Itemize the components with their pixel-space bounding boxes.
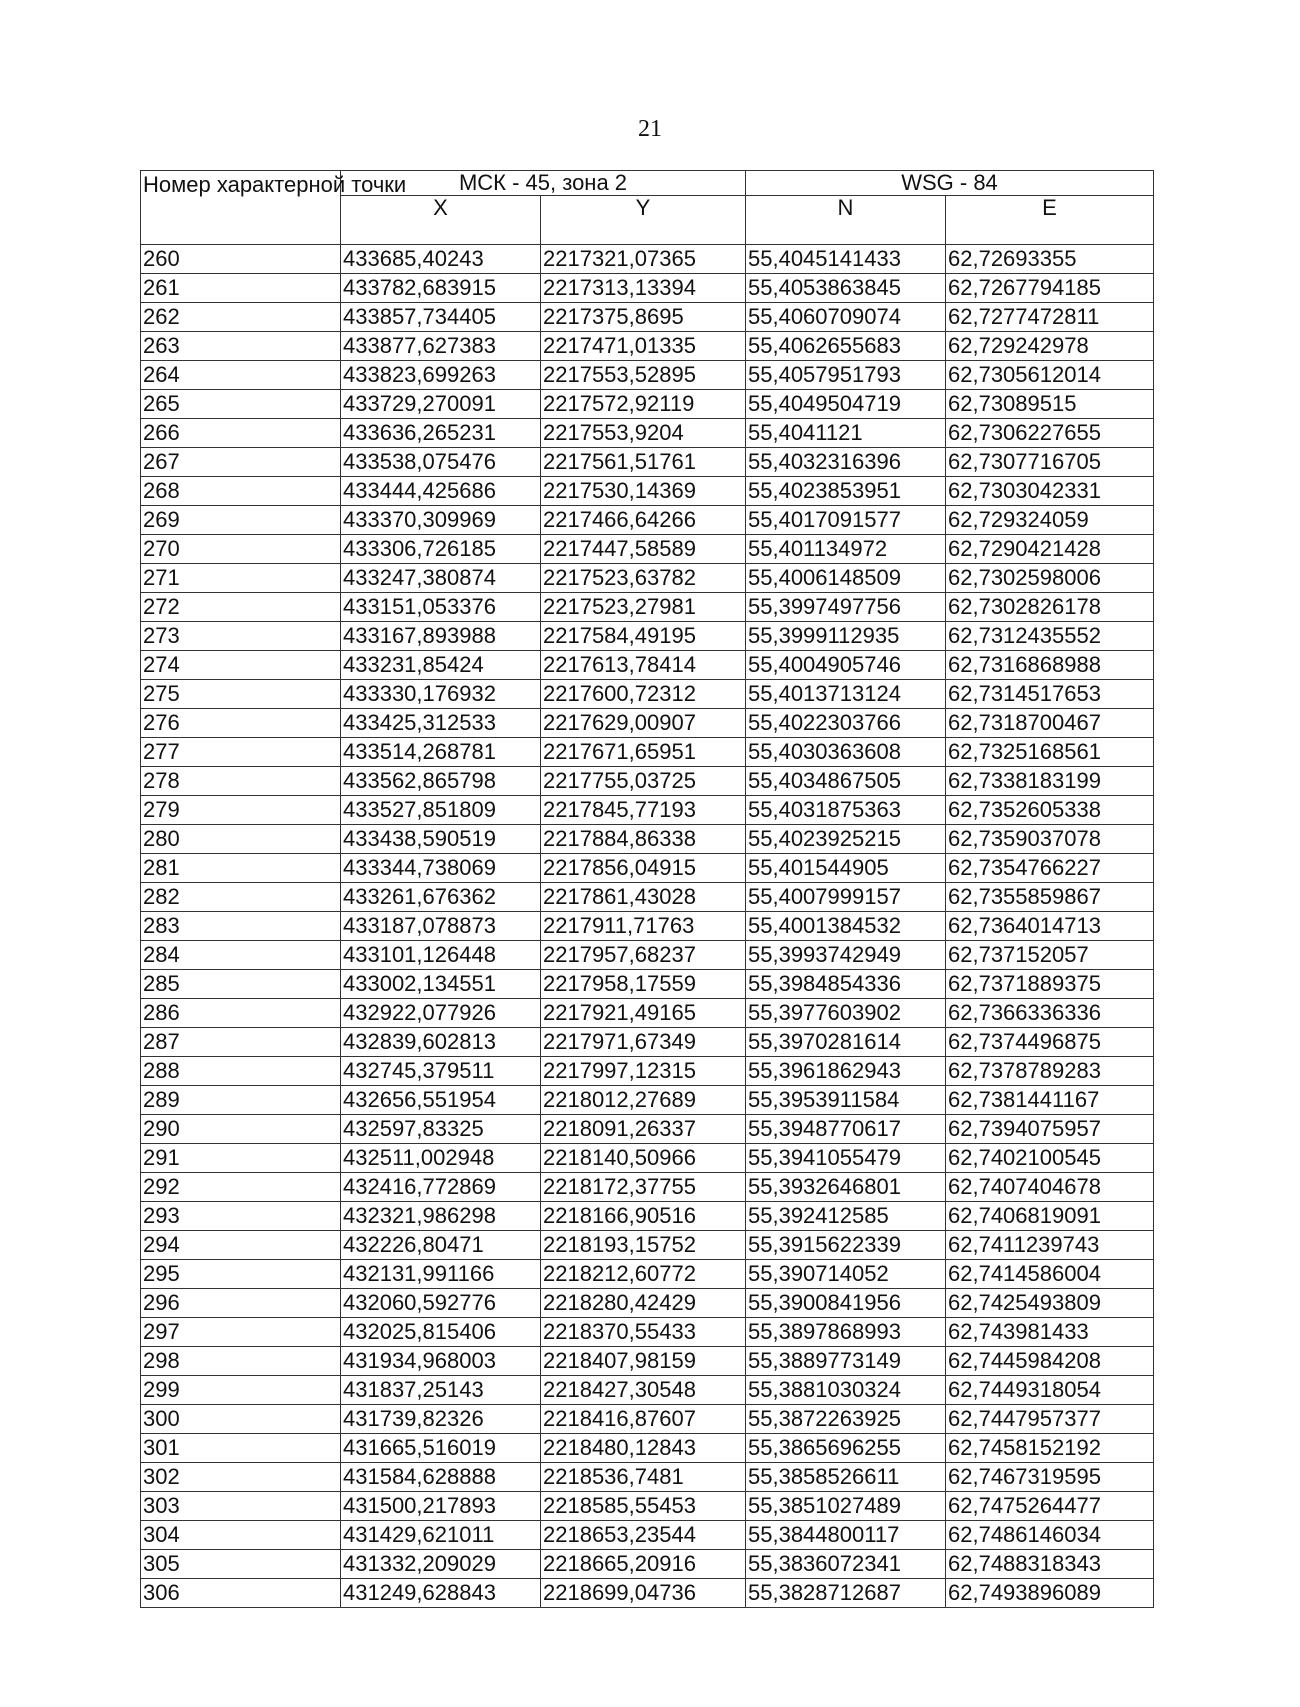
n-cell: 55,3889773149 <box>746 1347 946 1376</box>
e-cell: 62,7467319595 <box>946 1463 1154 1492</box>
y-cell: 2217321,07365 <box>541 245 746 274</box>
n-cell: 55,3872263925 <box>746 1405 946 1434</box>
x-cell: 433538,075476 <box>341 448 541 477</box>
n-cell: 55,4030363608 <box>746 738 946 767</box>
table-row <box>141 1289 1154 1318</box>
n-cell: 55,4006148509 <box>746 564 946 593</box>
point-number-cell: 298 <box>141 1347 341 1376</box>
e-cell: 62,7493896089 <box>946 1579 1154 1608</box>
point-number-cell: 293 <box>141 1202 341 1231</box>
e-cell: 62,7381441167 <box>946 1086 1154 1115</box>
e-cell: 62,7302826178 <box>946 593 1154 622</box>
y-cell: 2217572,92119 <box>541 390 746 419</box>
n-cell: 55,4001384532 <box>746 912 946 941</box>
point-number-cell: 294 <box>141 1231 341 1260</box>
x-cell: 431934,968003 <box>341 1347 541 1376</box>
table-row <box>141 970 1154 999</box>
table-row <box>141 506 1154 535</box>
n-cell: 55,3948770617 <box>746 1115 946 1144</box>
point-number-cell: 281 <box>141 854 341 883</box>
y-cell: 2218212,60772 <box>541 1260 746 1289</box>
e-cell: 62,7325168561 <box>946 738 1154 767</box>
point-number-cell: 269 <box>141 506 341 535</box>
y-cell: 2218370,55433 <box>541 1318 746 1347</box>
table-row <box>141 1057 1154 1086</box>
point-number-cell: 297 <box>141 1318 341 1347</box>
x-cell: 433425,312533 <box>341 709 541 738</box>
point-number-cell: 276 <box>141 709 341 738</box>
n-cell: 55,4017091577 <box>746 506 946 535</box>
e-cell: 62,7406819091 <box>946 1202 1154 1231</box>
y-cell: 2218280,42429 <box>541 1289 746 1318</box>
e-cell: 62,737152057 <box>946 941 1154 970</box>
e-cell: 62,7411239743 <box>946 1231 1154 1260</box>
n-cell: 55,3858526611 <box>746 1463 946 1492</box>
y-cell: 2217671,65951 <box>541 738 746 767</box>
y-cell: 2218407,98159 <box>541 1347 746 1376</box>
table-row <box>141 651 1154 680</box>
point-number-cell: 272 <box>141 593 341 622</box>
table-row <box>141 1434 1154 1463</box>
e-cell: 62,7312435552 <box>946 622 1154 651</box>
e-cell: 62,7338183199 <box>946 767 1154 796</box>
point-number-cell: 267 <box>141 448 341 477</box>
y-cell: 2218012,27689 <box>541 1086 746 1115</box>
table-row <box>141 883 1154 912</box>
x-cell: 432025,815406 <box>341 1318 541 1347</box>
table-row <box>141 274 1154 303</box>
y-cell: 2218585,55453 <box>541 1492 746 1521</box>
x-cell: 433231,85424 <box>341 651 541 680</box>
y-cell: 2218653,23544 <box>541 1521 746 1550</box>
x-cell: 432226,80471 <box>341 1231 541 1260</box>
table-row <box>141 448 1154 477</box>
table-row <box>141 477 1154 506</box>
point-number-cell: 268 <box>141 477 341 506</box>
n-cell: 55,401544905 <box>746 854 946 883</box>
table-row <box>141 912 1154 941</box>
point-number-cell: 264 <box>141 361 341 390</box>
n-cell: 55,3900841956 <box>746 1289 946 1318</box>
e-cell: 62,72693355 <box>946 245 1154 274</box>
point-number-cell: 291 <box>141 1144 341 1173</box>
x-cell: 433438,590519 <box>341 825 541 854</box>
n-cell: 55,3881030324 <box>746 1376 946 1405</box>
x-cell: 433101,126448 <box>341 941 541 970</box>
n-cell: 55,3897868993 <box>746 1318 946 1347</box>
e-cell: 62,7316868988 <box>946 651 1154 680</box>
wsg-84-header: WSG - 84 <box>746 171 1154 196</box>
table-row <box>141 1115 1154 1144</box>
table-row <box>141 622 1154 651</box>
table-row <box>141 1579 1154 1608</box>
n-cell: 55,4049504719 <box>746 390 946 419</box>
table-row <box>141 1318 1154 1347</box>
y-cell: 2217957,68237 <box>541 941 746 970</box>
table-row <box>141 941 1154 970</box>
n-cell: 55,4031875363 <box>746 796 946 825</box>
n-cell: 55,3836072341 <box>746 1550 946 1579</box>
y-cell: 2217856,04915 <box>541 854 746 883</box>
n-cell: 55,3915622339 <box>746 1231 946 1260</box>
point-number-cell: 290 <box>141 1115 341 1144</box>
table-row <box>141 767 1154 796</box>
y-cell: 2217600,72312 <box>541 680 746 709</box>
table-row <box>141 1202 1154 1231</box>
table-row <box>141 1376 1154 1405</box>
n-cell: 55,4057951793 <box>746 361 946 390</box>
n-cell: 55,4013713124 <box>746 680 946 709</box>
e-cell: 62,7290421428 <box>946 535 1154 564</box>
point-number-cell: 270 <box>141 535 341 564</box>
y-cell: 2217553,52895 <box>541 361 746 390</box>
table-row <box>141 564 1154 593</box>
x-cell: 432060,592776 <box>341 1289 541 1318</box>
point-number-cell: 306 <box>141 1579 341 1608</box>
point-number-header: Номер характерной точки <box>141 171 341 245</box>
e-cell: 62,7394075957 <box>946 1115 1154 1144</box>
n-cell: 55,4053863845 <box>746 274 946 303</box>
x-cell: 432839,602813 <box>341 1028 541 1057</box>
y-cell: 2217911,71763 <box>541 912 746 941</box>
table-row <box>141 1144 1154 1173</box>
y-cell: 2217629,00907 <box>541 709 746 738</box>
point-number-cell: 277 <box>141 738 341 767</box>
e-cell: 62,7407404678 <box>946 1173 1154 1202</box>
e-cell: 62,7303042331 <box>946 477 1154 506</box>
x-cell: 432922,077926 <box>341 999 541 1028</box>
y-cell: 2217613,78414 <box>541 651 746 680</box>
point-number-cell: 263 <box>141 332 341 361</box>
n-cell: 55,3953911584 <box>746 1086 946 1115</box>
e-cell: 62,7306227655 <box>946 419 1154 448</box>
point-number-cell: 305 <box>141 1550 341 1579</box>
x-cell: 431429,621011 <box>341 1521 541 1550</box>
table-row <box>141 1463 1154 1492</box>
point-number-cell: 282 <box>141 883 341 912</box>
n-cell: 55,4045141433 <box>746 245 946 274</box>
y-cell: 2217921,49165 <box>541 999 746 1028</box>
point-number-cell: 279 <box>141 796 341 825</box>
x-cell: 433877,627383 <box>341 332 541 361</box>
x-cell: 432321,986298 <box>341 1202 541 1231</box>
e-cell: 62,7374496875 <box>946 1028 1154 1057</box>
x-cell: 433857,734405 <box>341 303 541 332</box>
e-cell: 62,7352605338 <box>946 796 1154 825</box>
x-cell: 433167,893988 <box>341 622 541 651</box>
y-cell: 2217561,51761 <box>541 448 746 477</box>
point-number-cell: 261 <box>141 274 341 303</box>
n-cell: 55,3828712687 <box>746 1579 946 1608</box>
point-number-cell: 303 <box>141 1492 341 1521</box>
table-row <box>141 796 1154 825</box>
e-cell: 62,7488318343 <box>946 1550 1154 1579</box>
x-cell: 433514,268781 <box>341 738 541 767</box>
n-cell: 55,4023925215 <box>746 825 946 854</box>
x-cell: 433151,053376 <box>341 593 541 622</box>
e-cell: 62,743981433 <box>946 1318 1154 1347</box>
x-cell: 433306,726185 <box>341 535 541 564</box>
x-cell: 433330,176932 <box>341 680 541 709</box>
y-cell: 2217375,8695 <box>541 303 746 332</box>
point-number-cell: 274 <box>141 651 341 680</box>
x-cell: 433685,40243 <box>341 245 541 274</box>
y-cell: 2217997,12315 <box>541 1057 746 1086</box>
n-cell: 55,4062655683 <box>746 332 946 361</box>
table-row <box>141 1405 1154 1434</box>
e-cell: 62,7314517653 <box>946 680 1154 709</box>
column-header-e: E <box>946 196 1154 245</box>
e-cell: 62,7366336336 <box>946 999 1154 1028</box>
table-row <box>141 535 1154 564</box>
column-header-x: X <box>341 196 541 245</box>
e-cell: 62,7449318054 <box>946 1376 1154 1405</box>
n-cell: 55,4034867505 <box>746 767 946 796</box>
n-cell: 55,4032316396 <box>746 448 946 477</box>
e-cell: 62,7425493809 <box>946 1289 1154 1318</box>
table-row <box>141 1521 1154 1550</box>
point-number-cell: 265 <box>141 390 341 419</box>
x-cell: 433562,865798 <box>341 767 541 796</box>
x-cell: 431584,628888 <box>341 1463 541 1492</box>
x-cell: 433782,683915 <box>341 274 541 303</box>
table-row <box>141 680 1154 709</box>
point-number-cell: 299 <box>141 1376 341 1405</box>
x-cell: 432597,83325 <box>341 1115 541 1144</box>
n-cell: 55,401134972 <box>746 535 946 564</box>
x-cell: 433261,676362 <box>341 883 541 912</box>
table-row <box>141 1550 1154 1579</box>
e-cell: 62,7354766227 <box>946 854 1154 883</box>
n-cell: 55,4007999157 <box>746 883 946 912</box>
y-cell: 2218480,12843 <box>541 1434 746 1463</box>
e-cell: 62,73089515 <box>946 390 1154 419</box>
e-cell: 62,7486146034 <box>946 1521 1154 1550</box>
table-row <box>141 390 1154 419</box>
y-cell: 2217584,49195 <box>541 622 746 651</box>
n-cell: 55,3844800117 <box>746 1521 946 1550</box>
n-cell: 55,3865696255 <box>746 1434 946 1463</box>
x-cell: 431665,516019 <box>341 1434 541 1463</box>
y-cell: 2217447,58589 <box>541 535 746 564</box>
point-number-cell: 302 <box>141 1463 341 1492</box>
table-row <box>141 419 1154 448</box>
y-cell: 2217845,77193 <box>541 796 746 825</box>
e-cell: 62,7307716705 <box>946 448 1154 477</box>
point-number-cell: 260 <box>141 245 341 274</box>
y-cell: 2218193,15752 <box>541 1231 746 1260</box>
point-number-cell: 283 <box>141 912 341 941</box>
y-cell: 2218166,90516 <box>541 1202 746 1231</box>
table-row <box>141 1086 1154 1115</box>
point-number-cell: 286 <box>141 999 341 1028</box>
e-cell: 62,729324059 <box>946 506 1154 535</box>
point-number-cell: 289 <box>141 1086 341 1115</box>
column-header-n: N <box>746 196 946 245</box>
e-cell: 62,7318700467 <box>946 709 1154 738</box>
n-cell: 55,3961862943 <box>746 1057 946 1086</box>
point-number-cell: 275 <box>141 680 341 709</box>
point-number-cell: 288 <box>141 1057 341 1086</box>
y-cell: 2217466,64266 <box>541 506 746 535</box>
y-cell: 2217884,86338 <box>541 825 746 854</box>
table-row <box>141 332 1154 361</box>
x-cell: 432131,991166 <box>341 1260 541 1289</box>
n-cell: 55,3997497756 <box>746 593 946 622</box>
y-cell: 2218416,87607 <box>541 1405 746 1434</box>
table-row <box>141 1028 1154 1057</box>
x-cell: 433002,134551 <box>341 970 541 999</box>
x-cell: 431332,209029 <box>341 1550 541 1579</box>
e-cell: 62,7445984208 <box>946 1347 1154 1376</box>
point-number-cell: 284 <box>141 941 341 970</box>
e-cell: 62,7267794185 <box>946 274 1154 303</box>
y-cell: 2218665,20916 <box>541 1550 746 1579</box>
point-number-cell: 266 <box>141 419 341 448</box>
table-row <box>141 1347 1154 1376</box>
x-cell: 432745,379511 <box>341 1057 541 1086</box>
point-number-cell: 273 <box>141 622 341 651</box>
x-cell: 431500,217893 <box>341 1492 541 1521</box>
point-number-cell: 296 <box>141 1289 341 1318</box>
x-cell: 431739,82326 <box>341 1405 541 1434</box>
y-cell: 2218699,04736 <box>541 1579 746 1608</box>
n-cell: 55,3984854336 <box>746 970 946 999</box>
n-cell: 55,392412585 <box>746 1202 946 1231</box>
x-cell: 433729,270091 <box>341 390 541 419</box>
point-number-cell: 280 <box>141 825 341 854</box>
coordinates-table <box>140 170 1154 1608</box>
n-cell: 55,3970281614 <box>746 1028 946 1057</box>
n-cell: 55,3941055479 <box>746 1144 946 1173</box>
x-cell: 432416,772869 <box>341 1173 541 1202</box>
n-cell: 55,4060709074 <box>746 303 946 332</box>
e-cell: 62,7277472811 <box>946 303 1154 332</box>
e-cell: 62,7458152192 <box>946 1434 1154 1463</box>
y-cell: 2217971,67349 <box>541 1028 746 1057</box>
y-cell: 2217553,9204 <box>541 419 746 448</box>
table-row <box>141 1231 1154 1260</box>
table-body <box>141 245 1154 1608</box>
y-cell: 2217861,43028 <box>541 883 746 912</box>
y-cell: 2217530,14369 <box>541 477 746 506</box>
page-number: 21 <box>638 116 662 142</box>
e-cell: 62,7378789283 <box>946 1057 1154 1086</box>
point-number-cell: 300 <box>141 1405 341 1434</box>
x-cell: 433444,425686 <box>341 477 541 506</box>
e-cell: 62,7414586004 <box>946 1260 1154 1289</box>
table-header <box>141 171 1154 245</box>
x-cell: 432511,002948 <box>341 1144 541 1173</box>
table-row <box>141 245 1154 274</box>
point-number-cell: 285 <box>141 970 341 999</box>
table-row <box>141 738 1154 767</box>
point-number-cell: 271 <box>141 564 341 593</box>
msk-45-header: МСК - 45, зона 2 <box>341 171 746 196</box>
e-cell: 62,7371889375 <box>946 970 1154 999</box>
table-row <box>141 1492 1154 1521</box>
n-cell: 55,3977603902 <box>746 999 946 1028</box>
x-cell: 433187,078873 <box>341 912 541 941</box>
table-row <box>141 361 1154 390</box>
table-row <box>141 999 1154 1028</box>
y-cell: 2218172,37755 <box>541 1173 746 1202</box>
table-row <box>141 709 1154 738</box>
table-row <box>141 1260 1154 1289</box>
x-cell: 432656,551954 <box>341 1086 541 1115</box>
x-cell: 433527,851809 <box>341 796 541 825</box>
x-cell: 433823,699263 <box>341 361 541 390</box>
e-cell: 62,7447957377 <box>946 1405 1154 1434</box>
n-cell: 55,3999112935 <box>746 622 946 651</box>
y-cell: 2217523,63782 <box>541 564 746 593</box>
y-cell: 2217755,03725 <box>541 767 746 796</box>
n-cell: 55,3993742949 <box>746 941 946 970</box>
n-cell: 55,3932646801 <box>746 1173 946 1202</box>
point-number-cell: 278 <box>141 767 341 796</box>
x-cell: 433370,309969 <box>341 506 541 535</box>
y-cell: 2218091,26337 <box>541 1115 746 1144</box>
table-row <box>141 854 1154 883</box>
y-cell: 2217313,13394 <box>541 274 746 303</box>
point-number-cell: 304 <box>141 1521 341 1550</box>
x-cell: 433636,265231 <box>341 419 541 448</box>
x-cell: 431837,25143 <box>341 1376 541 1405</box>
e-cell: 62,7475264477 <box>946 1492 1154 1521</box>
table-row <box>141 593 1154 622</box>
column-header-y: Y <box>541 196 746 245</box>
e-cell: 62,7302598006 <box>946 564 1154 593</box>
e-cell: 62,7402100545 <box>946 1144 1154 1173</box>
e-cell: 62,729242978 <box>946 332 1154 361</box>
e-cell: 62,7355859867 <box>946 883 1154 912</box>
table-row <box>141 303 1154 332</box>
point-number-cell: 287 <box>141 1028 341 1057</box>
y-cell: 2217523,27981 <box>541 593 746 622</box>
x-cell: 433344,738069 <box>341 854 541 883</box>
table-row <box>141 1173 1154 1202</box>
point-number-cell: 295 <box>141 1260 341 1289</box>
point-number-cell: 301 <box>141 1434 341 1463</box>
n-cell: 55,4004905746 <box>746 651 946 680</box>
e-cell: 62,7359037078 <box>946 825 1154 854</box>
y-cell: 2218140,50966 <box>541 1144 746 1173</box>
e-cell: 62,7364014713 <box>946 912 1154 941</box>
y-cell: 2218536,7481 <box>541 1463 746 1492</box>
n-cell: 55,4023853951 <box>746 477 946 506</box>
x-cell: 433247,380874 <box>341 564 541 593</box>
e-cell: 62,7305612014 <box>946 361 1154 390</box>
n-cell: 55,4022303766 <box>746 709 946 738</box>
point-number-cell: 292 <box>141 1173 341 1202</box>
n-cell: 55,4041121 <box>746 419 946 448</box>
point-number-cell: 262 <box>141 303 341 332</box>
table-row <box>141 825 1154 854</box>
y-cell: 2217471,01335 <box>541 332 746 361</box>
x-cell: 431249,628843 <box>341 1579 541 1608</box>
n-cell: 55,3851027489 <box>746 1492 946 1521</box>
y-cell: 2218427,30548 <box>541 1376 746 1405</box>
y-cell: 2217958,17559 <box>541 970 746 999</box>
n-cell: 55,390714052 <box>746 1260 946 1289</box>
